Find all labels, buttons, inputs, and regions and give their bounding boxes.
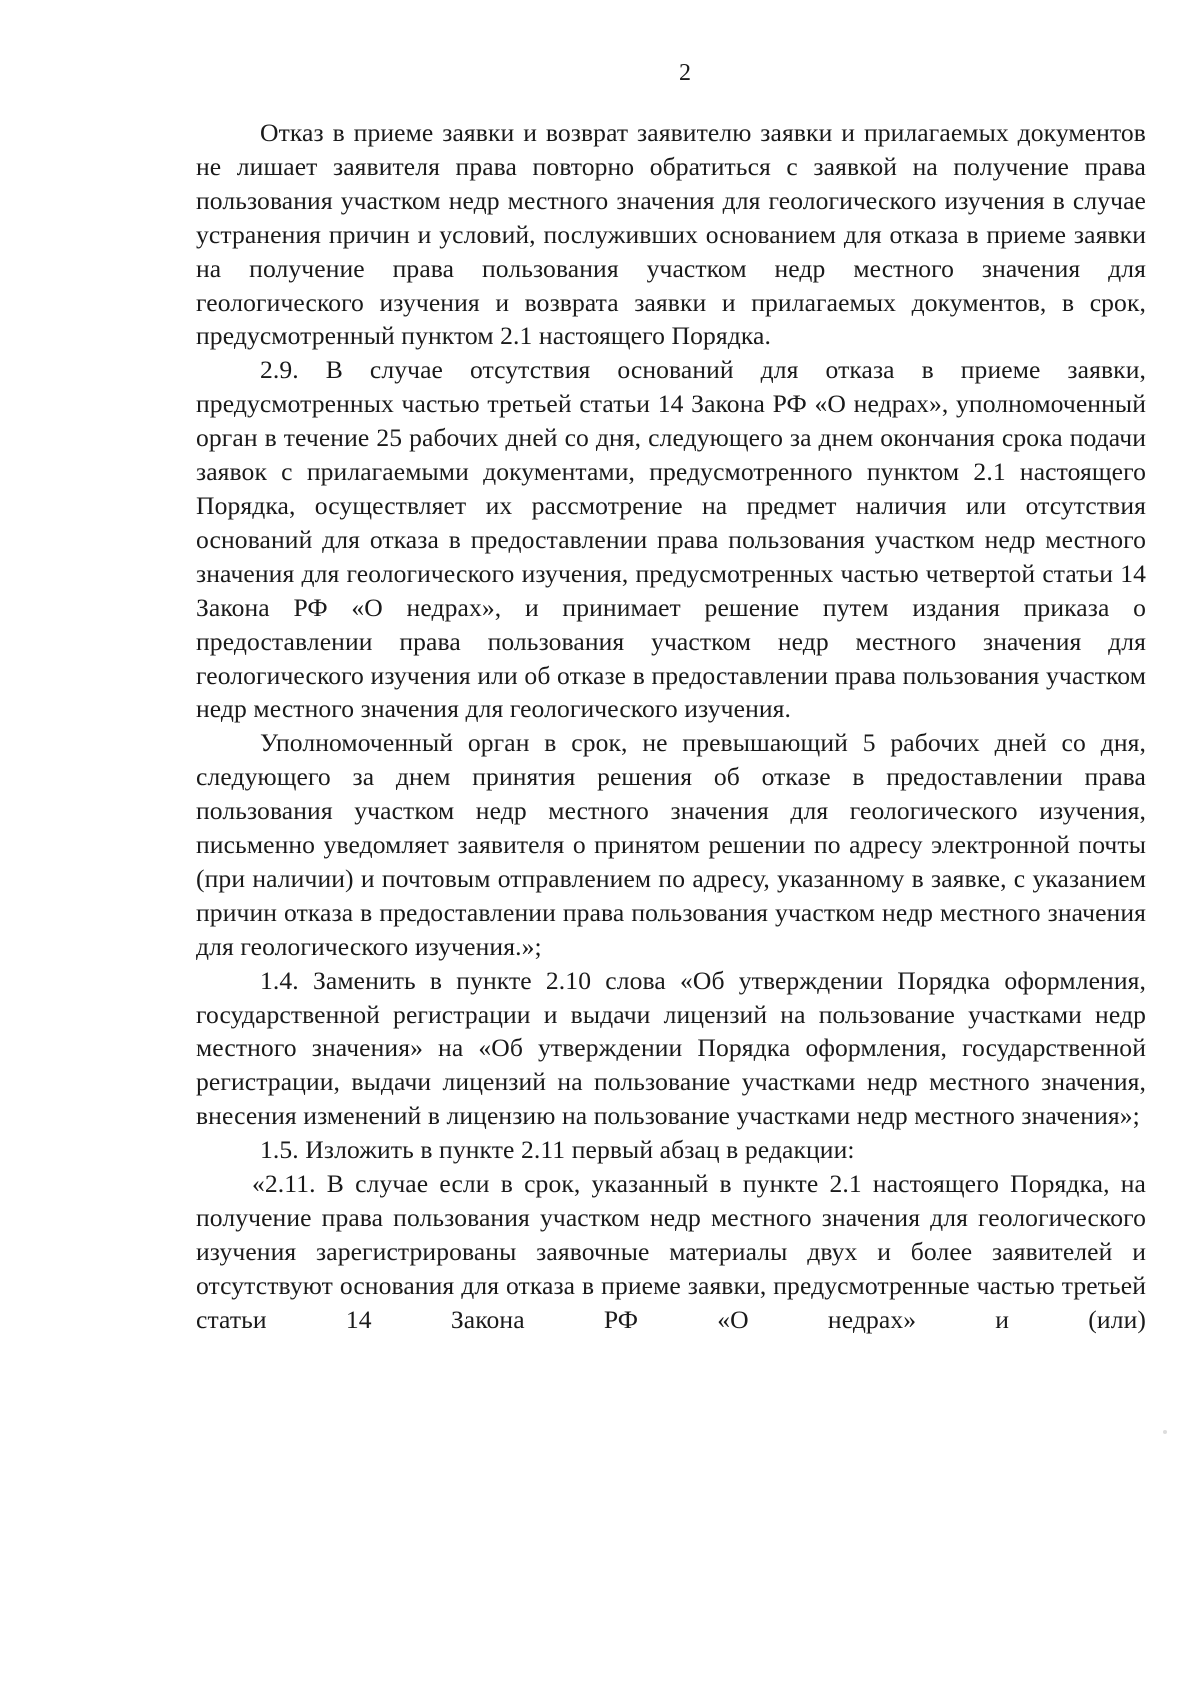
paragraph-2-9: 2.9. В случае отсутствия оснований для отказа в приеме заявки, предусмотренных частью третьей статьи 14 Закона РФ «О недрах», уполномоченный орган в течение 25 рабочих дней со дня, следующего за днем окончания срока подачи заявок с прилагаемыми документами, предусмотренного пунктом 2.1 настоящего Порядка, осуществляет их рассмотрение на предмет наличия или отсутствия оснований для отказа в предоставлении права пользования участком недр местного значения для геологического изучения, предусмотренных частью четвертой статьи 14 Закона РФ «О недрах», и принимает решение путем издания приказа о предоставлении права пользования участком недр местного значения для геологического изучения или об отказе в предоставлении права пользования участком недр местного значения для геологического изучения.: [196, 355, 1146, 724]
document-body: [196, 116, 1146, 1337]
paragraph-1-5: 1.5. Изложить в пункте 2.11 первый абзац в редакции:: [260, 1135, 855, 1165]
paragraph-2-11: «2.11. В случае если в срок, указанный в пункте 2.1 настоящего Порядка, на получение права пользования участком недр местного значения для геологического изучения зарегистрированы заявочные материалы двух и более заявителей и отсутствуют основания для отказа в приеме заявки, предусмотренные частью третьей статьи 14 Закона РФ «О недрах» и (или): [196, 1169, 1146, 1334]
paragraph-1-4: 1.4. Заменить в пункте 2.10 слова «Об утверждении Порядка оформления, государственной регистрации и выдачи лицензий на пользование участками недр местного значения» на «Об утверждении Порядка оформления, государственной регистрации, выдачи лицензий на пользование участками недр местного значения, внесения изменений в лицензию на пользование участками недр местного значения»;: [196, 965, 1146, 1131]
paragraph-notification: Уполномоченный орган в срок, не превышающий 5 рабочих дней со дня, следующего за днем принятия решения об отказе в предоставлении права пользования участком недр местного значения для геологического изучения, письменно уведомляет заявителя о принятом решении по адресу электронной почты (при наличии) и почтовым отправлением по адресу, указанному в заявке, с указанием причин отказа в предоставлении права пользования участком недр местного значения для геологического изучения.»;: [196, 728, 1146, 961]
scan-speck: [1163, 1430, 1167, 1434]
paragraph-refusal-return: Отказ в приеме заявки и возврат заявителю заявки и прилагаемых документов не лишает заявителя права повторно обратиться с заявкой на получение права пользования участком недр местного значения для геологического изучения в случае устранения причин и условий, послуживших основанием для отказа в приеме заявки на получение права пользования участком недр местного значения для геологического изучения и возврата заявки и прилагаемых документов, в срок, предусмотренный пунктом 2.1 настоящего Порядка.: [196, 118, 1146, 351]
page-number: 2: [679, 60, 691, 86]
